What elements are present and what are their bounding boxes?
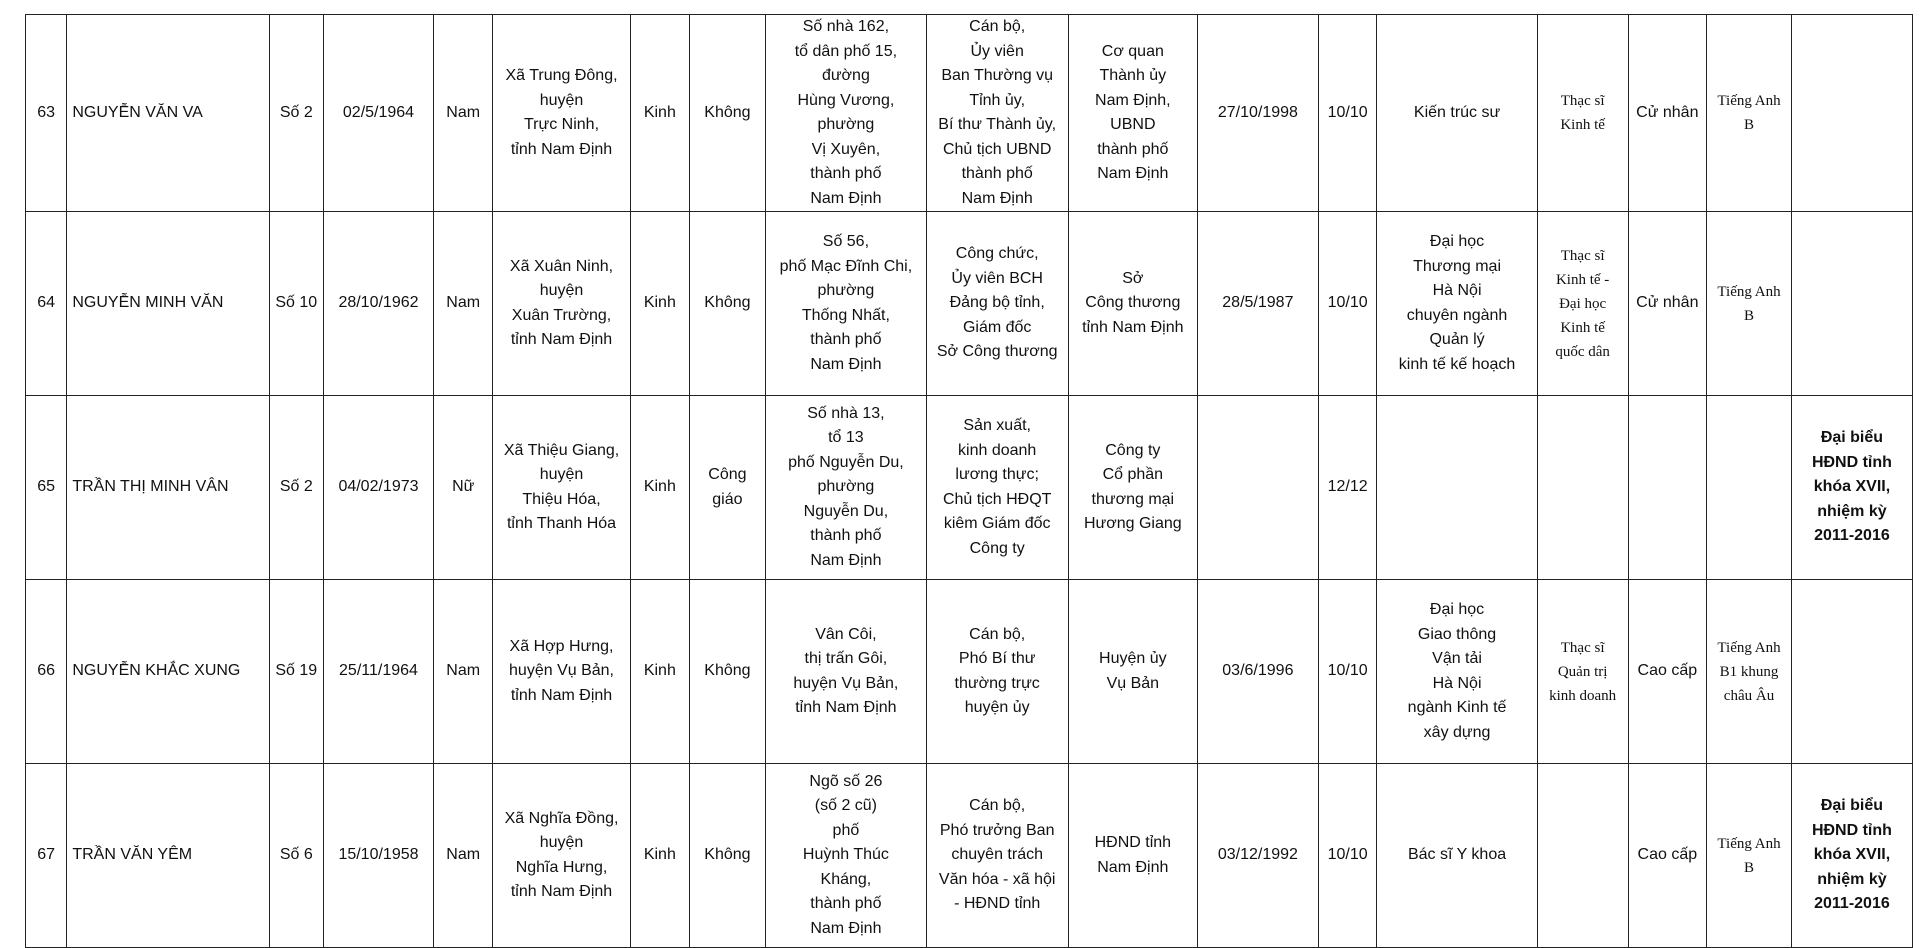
cell-gender: Nam: [434, 212, 492, 396]
candidate-table-container: [25, 14, 1913, 948]
cell-political-theory: Cao cấp: [1628, 764, 1707, 948]
cell-religion: [689, 580, 766, 764]
cell-electoral-unit: Số 10: [270, 212, 323, 396]
cell-gender: Nam: [434, 15, 492, 212]
cell-religion: [689, 396, 766, 580]
cell-full-name: NGUYỄN MINH VĂN: [67, 212, 270, 396]
cell-line: (số 2 cũ): [814, 797, 878, 815]
cell-line: Trực Ninh,: [524, 116, 600, 133]
cell-line: Thạc sĩ: [1560, 247, 1605, 264]
cell-line: - HĐND tỉnh: [954, 895, 1041, 913]
cell-line: Chủ tịch HĐQT: [942, 490, 1052, 508]
cell-date-of-birth: 02/5/1964: [323, 15, 434, 212]
cell-political-theory: Cao cấp: [1628, 580, 1707, 764]
cell-line: khóa XVII,: [1813, 846, 1891, 864]
cell-line: Hương Giang: [1083, 515, 1182, 532]
cell-line: Giám đốc: [962, 318, 1032, 336]
cell-line: phường: [817, 478, 875, 496]
cell-academic-degree: [1537, 396, 1628, 580]
cell-line: thành phố: [810, 895, 882, 913]
cell-electoral-unit: Số 19: [270, 580, 323, 764]
cell-line: Kiến trúc sư: [1413, 103, 1501, 121]
cell-line: thương mại: [1091, 490, 1175, 508]
cell-line: Xã Thiệu Giang,: [503, 441, 620, 459]
cell-party-join-date: 03/6/1996: [1197, 580, 1318, 764]
cell-line: phường: [817, 116, 875, 133]
table-row: [26, 212, 1913, 396]
cell-line: phố Nguyễn Du,: [788, 453, 904, 471]
cell-professional-qualification: [1377, 580, 1537, 764]
cell-line: Số nhà 13,: [807, 404, 885, 422]
cell-general-education: 10/10: [1318, 212, 1376, 396]
cell-ethnicity: Kinh: [631, 212, 689, 396]
cell-workplace: [1068, 212, 1197, 396]
cell-hometown: [492, 580, 630, 764]
cell-stt: 67: [26, 764, 67, 948]
cell-line: Giao thông: [1417, 625, 1497, 643]
cell-electoral-unit: Số 2: [270, 396, 323, 580]
cell-party-join-date: 28/5/1987: [1197, 212, 1318, 396]
cell-line: 2011-2016: [1814, 527, 1890, 545]
cell-line: Cán bộ,: [969, 797, 1026, 815]
cell-line: B: [1744, 859, 1755, 876]
cell-foreign-language: [1707, 15, 1792, 212]
table-row: [26, 580, 1913, 764]
cell-religion: [689, 15, 766, 212]
cell-hometown: [492, 764, 630, 948]
cell-line: Đại học: [1559, 295, 1607, 312]
cell-council-member: [1791, 396, 1912, 580]
cell-line: Cổ phần: [1102, 466, 1164, 483]
cell-line: huyện: [539, 834, 584, 851]
cell-line: Công chức,: [955, 245, 1039, 263]
cell-council-member: [1791, 212, 1912, 396]
cell-line: Thành ủy: [1099, 67, 1167, 84]
cell-stt: 66: [26, 580, 67, 764]
cell-position: [926, 580, 1068, 764]
cell-line: thành phố: [810, 165, 882, 182]
cell-line: Nghĩa Hưng,: [515, 858, 608, 876]
cell-line: kinh tế kế hoạch: [1398, 355, 1516, 373]
cell-line: chuyên ngành: [1406, 306, 1508, 324]
cell-line: Nam Định,: [1095, 91, 1171, 109]
cell-position: [926, 15, 1068, 212]
cell-date-of-birth: 04/02/1973: [323, 396, 434, 580]
cell-professional-qualification: [1377, 15, 1537, 212]
cell-line: huyện: [539, 282, 584, 299]
cell-line: HĐND tỉnh: [1811, 453, 1892, 471]
cell-line: Cơ quan: [1101, 42, 1164, 60]
table-body: [26, 15, 1913, 948]
cell-foreign-language: [1707, 396, 1792, 580]
cell-hometown: [492, 396, 630, 580]
cell-line: nhiệm kỳ: [1817, 870, 1887, 888]
cell-line: Xuân Trường,: [511, 306, 612, 324]
table-row: [26, 15, 1913, 212]
cell-full-name: TRẦN VĂN YÊM: [67, 764, 270, 948]
cell-line: 2011-2016: [1814, 895, 1890, 913]
cell-line: tỉnh Nam Định: [510, 140, 613, 158]
cell-line: Đại học: [1429, 601, 1485, 618]
cell-stt: 64: [26, 212, 67, 396]
cell-line: huyện ủy: [964, 699, 1030, 716]
cell-line: Thống Nhất,: [801, 306, 890, 324]
cell-political-theory: Cử nhân: [1628, 212, 1707, 396]
cell-line: Kháng,: [820, 870, 872, 888]
cell-line: Phó Bí thư: [958, 650, 1036, 667]
cell-line: Nam Định: [961, 189, 1033, 207]
cell-line: Tiếng Anh: [1717, 93, 1781, 109]
cell-line: Nam Định: [810, 919, 882, 937]
cell-line: tỉnh Nam Định: [795, 699, 897, 716]
cell-line: quốc dân: [1555, 343, 1610, 360]
cell-line: Bác sĩ Y khoa: [1407, 846, 1507, 864]
cell-workplace: [1068, 580, 1197, 764]
cell-general-education: 10/10: [1318, 15, 1376, 212]
cell-line: huyện: [539, 91, 584, 109]
cell-line: khóa XVII,: [1813, 478, 1891, 496]
table-row: [26, 396, 1913, 580]
cell-line: kinh doanh: [1549, 687, 1617, 704]
cell-date-of-birth: 28/10/1962: [323, 212, 434, 396]
cell-line: tỉnh Nam Định: [510, 331, 613, 348]
cell-line: UBND: [1110, 116, 1156, 133]
cell-professional-qualification: [1377, 764, 1537, 948]
cell-line: Số nhà 162,: [802, 18, 890, 35]
cell-professional-qualification: [1377, 212, 1537, 396]
cell-line: thường trực: [954, 674, 1040, 692]
cell-line: Công: [708, 466, 747, 483]
cell-line: HĐND tỉnh: [1811, 821, 1892, 839]
cell-residence: [766, 764, 926, 948]
cell-line: Nam Định: [810, 355, 882, 373]
cell-line: chuyên trách: [951, 846, 1043, 864]
cell-line: kinh doanh: [958, 441, 1037, 459]
cell-position: [926, 396, 1068, 580]
cell-line: huyện Vụ Bản,: [509, 662, 614, 680]
cell-council-member: [1791, 580, 1912, 764]
cell-line: Kinh tế -: [1555, 271, 1610, 288]
cell-line: Kinh tế: [1560, 117, 1605, 133]
cell-line: Vân Côi,: [815, 625, 877, 643]
cell-electoral-unit: Số 2: [270, 15, 323, 212]
cell-line: Nam Định: [810, 551, 882, 569]
cell-line: phố: [832, 821, 860, 839]
cell-line: Nam Định: [1097, 858, 1169, 876]
cell-line: thành phố: [1097, 140, 1169, 158]
cell-line: Số 56,: [822, 233, 870, 250]
cell-line: Thiệu Hóa,: [522, 490, 601, 508]
cell-date-of-birth: 15/10/1958: [323, 764, 434, 948]
cell-position: [926, 212, 1068, 396]
cell-line: Đại biểu: [1820, 429, 1884, 447]
cell-line: B1 khung: [1719, 663, 1779, 680]
cell-line: Công ty: [969, 539, 1025, 557]
cell-line: Ủy viên BCH: [951, 269, 1043, 287]
cell-line: Xã Xuân Ninh,: [509, 257, 614, 275]
cell-line: Văn hóa - xã hội: [938, 870, 1056, 888]
cell-gender: Nam: [434, 764, 492, 948]
cell-line: Công thương: [1085, 294, 1181, 312]
cell-line: Quản lý: [1429, 331, 1485, 348]
cell-ethnicity: Kinh: [631, 396, 689, 580]
cell-line: giáo: [712, 490, 743, 508]
cell-line: Vụ Bản: [1106, 674, 1160, 692]
cell-foreign-language: [1707, 764, 1792, 948]
cell-workplace: [1068, 396, 1197, 580]
cell-line: đường: [821, 67, 870, 84]
cell-line: Huyện ủy: [1099, 650, 1167, 667]
cell-line: Xã Nghĩa Đồng,: [504, 809, 619, 827]
cell-line: Không: [704, 662, 751, 680]
cell-line: Cán bộ,: [969, 18, 1026, 35]
cell-workplace: [1068, 15, 1197, 212]
cell-ethnicity: Kinh: [631, 764, 689, 948]
cell-academic-degree: [1537, 15, 1628, 212]
cell-gender: Nữ: [434, 396, 492, 580]
cell-line: Sở Công thương: [936, 343, 1058, 361]
cell-party-join-date: 03/12/1992: [1197, 764, 1318, 948]
cell-line: Xã Hợp Hưng,: [509, 637, 614, 655]
cell-line: Tiếng Anh: [1717, 639, 1781, 656]
cell-general-education: 10/10: [1318, 580, 1376, 764]
cell-line: thành phố: [810, 331, 882, 348]
cell-line: nhiệm kỳ: [1817, 502, 1887, 520]
cell-ethnicity: Kinh: [631, 580, 689, 764]
cell-workplace: [1068, 764, 1197, 948]
cell-line: huyện: [539, 466, 584, 483]
cell-party-join-date: 27/10/1998: [1197, 15, 1318, 212]
cell-line: Ủy viên: [970, 42, 1024, 60]
cell-religion: [689, 212, 766, 396]
cell-line: Vị Xuyên,: [811, 140, 881, 158]
cell-line: Ban Thường vụ: [941, 67, 1053, 84]
cell-full-name: NGUYỄN VĂN VA: [67, 15, 270, 212]
cell-line: huyện Vụ Bản,: [793, 674, 899, 692]
cell-line: Nam Định: [1097, 165, 1169, 182]
cell-line: tỉnh Thanh Hóa: [506, 515, 617, 532]
cell-line: Thạc sĩ: [1560, 93, 1605, 109]
cell-line: thị trấn Gôi,: [804, 650, 888, 667]
cell-academic-degree: [1537, 580, 1628, 764]
cell-line: Sở: [1122, 269, 1144, 287]
cell-line: Không: [704, 846, 751, 864]
cell-ethnicity: Kinh: [631, 15, 689, 212]
cell-line: Hà Nội: [1432, 282, 1482, 299]
cell-line: Kinh tế: [1560, 319, 1605, 336]
candidate-list-table: [25, 14, 1913, 948]
cell-gender: Nam: [434, 580, 492, 764]
cell-line: Đảng bộ tỉnh,: [949, 294, 1045, 312]
cell-religion: [689, 764, 766, 948]
cell-line: Quản trị: [1557, 663, 1608, 680]
cell-foreign-language: [1707, 580, 1792, 764]
cell-full-name: TRẦN THỊ MINH VÂN: [67, 396, 270, 580]
cell-line: châu Âu: [1723, 687, 1775, 704]
cell-residence: [766, 396, 926, 580]
cell-professional-qualification: [1377, 396, 1537, 580]
cell-party-join-date: [1197, 396, 1318, 580]
cell-line: Nam Định: [810, 189, 882, 207]
cell-council-member: [1791, 15, 1912, 212]
cell-line: Đại học: [1429, 233, 1485, 250]
cell-line: Cán bộ,: [969, 625, 1026, 643]
cell-line: Phó trưởng Ban: [939, 821, 1055, 839]
cell-line: kiêm Giám đốc: [943, 515, 1051, 532]
cell-line: xây dựng: [1423, 723, 1491, 741]
cell-political-theory: Cử nhân: [1628, 15, 1707, 212]
cell-line: Ngõ số 26: [809, 772, 883, 790]
cell-residence: [766, 212, 926, 396]
cell-line: tỉnh Nam Định: [510, 883, 613, 900]
cell-date-of-birth: 25/11/1964: [323, 580, 434, 764]
cell-line: B: [1744, 117, 1755, 133]
cell-line: Tiếng Anh: [1717, 835, 1781, 852]
cell-line: thành phố: [961, 165, 1033, 182]
cell-line: Xã Trung Đông,: [505, 67, 618, 84]
cell-line: Chủ tịch UBND: [942, 140, 1052, 158]
cell-foreign-language: [1707, 212, 1792, 396]
cell-line: Huỳnh Thúc: [802, 846, 889, 864]
cell-line: Tỉnh ủy,: [969, 91, 1026, 109]
cell-line: Sản xuất,: [963, 417, 1031, 434]
cell-line: Công ty: [1105, 441, 1161, 459]
cell-electoral-unit: Số 6: [270, 764, 323, 948]
cell-full-name: NGUYỄN KHẮC XUNG: [67, 580, 270, 764]
cell-general-education: 12/12: [1318, 396, 1376, 580]
cell-line: lương thực;: [955, 466, 1039, 483]
cell-line: thành phố: [810, 527, 882, 545]
cell-residence: [766, 580, 926, 764]
cell-line: Hùng Vương,: [797, 91, 895, 109]
cell-line: Đại biểu: [1820, 797, 1884, 815]
cell-line: Vận tải: [1432, 650, 1482, 667]
cell-residence: [766, 15, 926, 212]
cell-line: Nguyễn Du,: [803, 502, 889, 520]
cell-line: tỉnh Nam Định: [510, 686, 613, 704]
cell-stt: 65: [26, 396, 67, 580]
cell-line: Không: [704, 103, 751, 121]
cell-line: tổ 13: [828, 429, 864, 447]
cell-stt: 63: [26, 15, 67, 212]
cell-academic-degree: [1537, 764, 1628, 948]
cell-line: B: [1744, 307, 1755, 324]
cell-line: tỉnh Nam Định: [1082, 318, 1184, 336]
cell-hometown: [492, 212, 630, 396]
cell-line: ngành Kinh tế: [1407, 699, 1507, 716]
cell-line: HĐND tỉnh: [1094, 834, 1172, 851]
cell-line: tổ dân phố 15,: [794, 42, 898, 60]
cell-general-education: 10/10: [1318, 764, 1376, 948]
cell-position: [926, 764, 1068, 948]
cell-council-member: [1791, 764, 1912, 948]
cell-line: Bí thư Thành ủy,: [938, 116, 1057, 133]
cell-line: Thạc sĩ: [1560, 639, 1605, 656]
cell-line: Hà Nội: [1432, 674, 1482, 692]
cell-political-theory: [1628, 396, 1707, 580]
cell-line: phường: [817, 282, 875, 299]
cell-line: Không: [704, 294, 751, 312]
cell-line: phố Mạc Đĩnh Chi,: [779, 257, 913, 275]
cell-line: Tiếng Anh: [1717, 283, 1781, 300]
table-row: [26, 764, 1913, 948]
cell-line: Thương mại: [1413, 257, 1501, 275]
cell-hometown: [492, 15, 630, 212]
cell-academic-degree: [1537, 212, 1628, 396]
